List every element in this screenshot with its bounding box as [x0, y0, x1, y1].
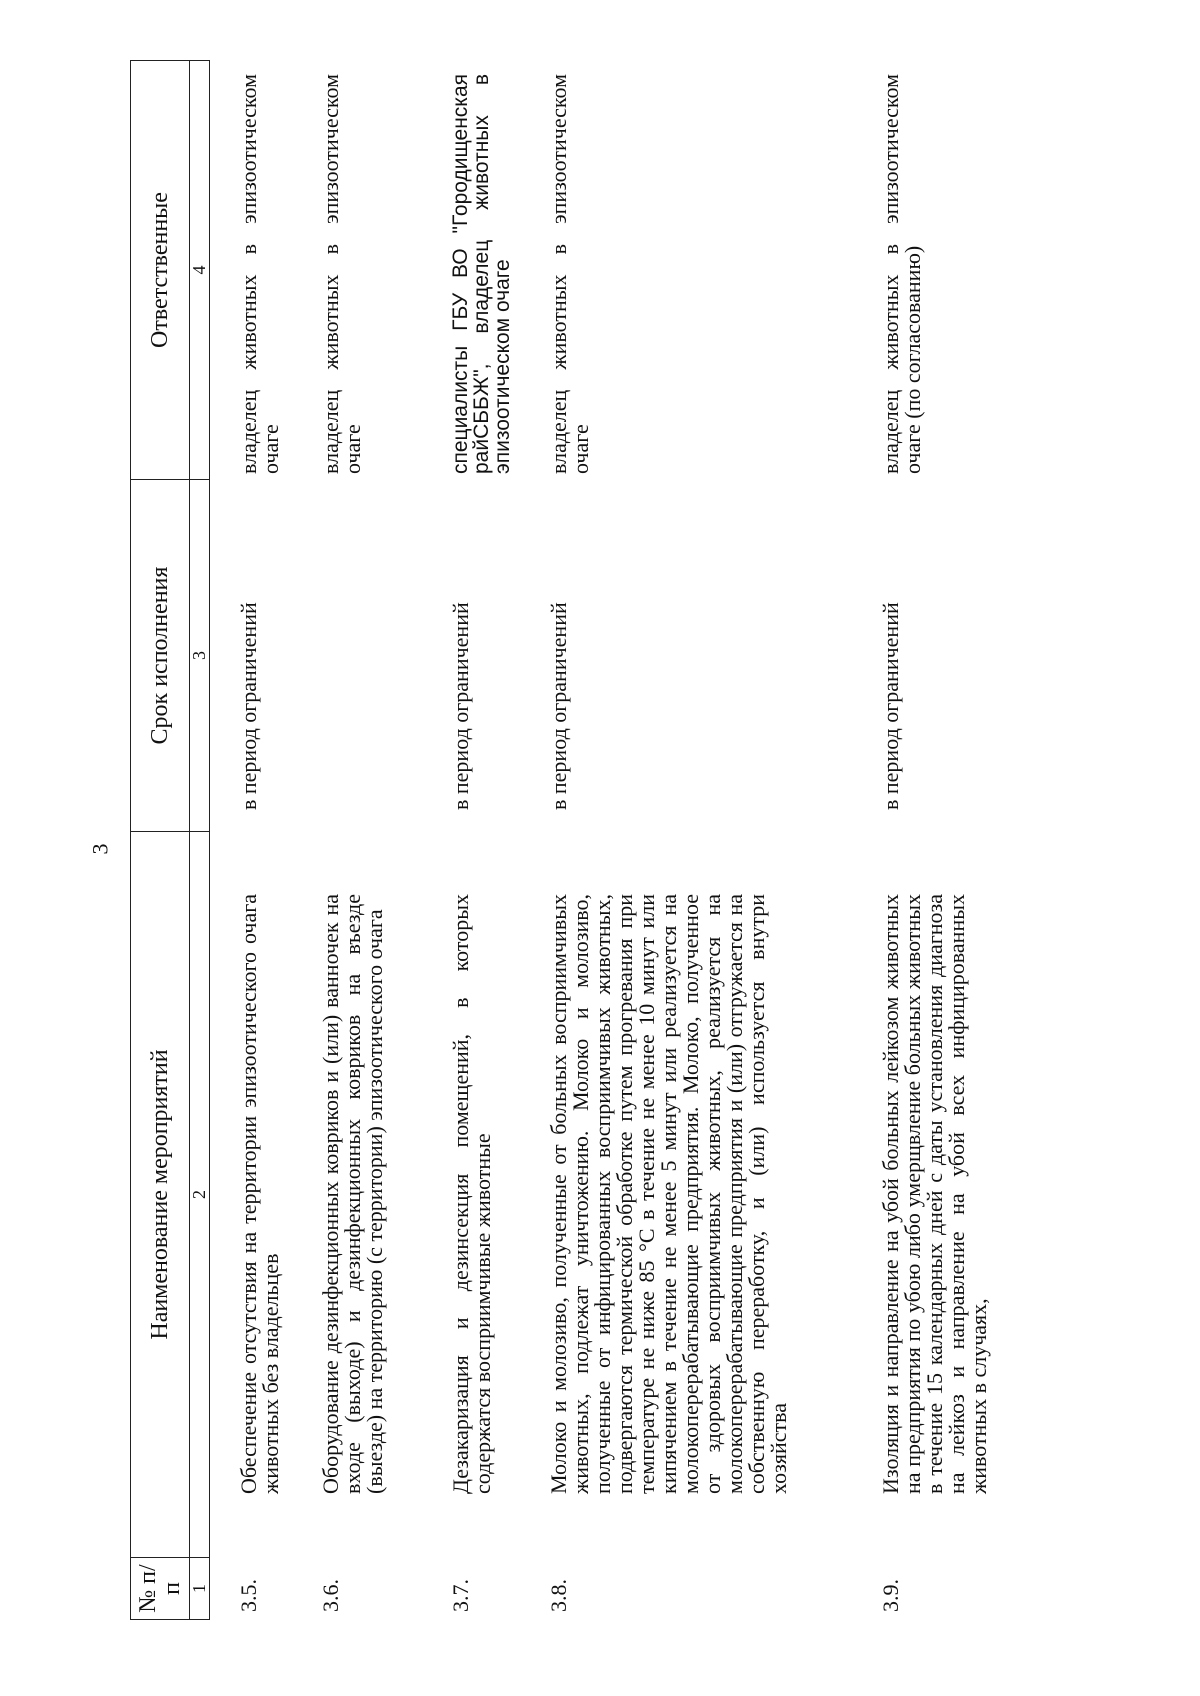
row-responsible: специалисты ГБУ ВО "Городищенская райСББЖ", владелец животных в эпизоотическом очаге: [449, 74, 514, 474]
row-responsible: владелец животных в эпизоотическом очаге: [236, 74, 283, 474]
row-number: 3.9.: [878, 1579, 903, 1612]
row-term: в период ограничений: [546, 602, 571, 810]
measures-table: [120, 60, 1120, 1620]
row-responsible: владелец животных в эпизоотическом очаге: [318, 74, 365, 474]
table-header: [130, 60, 210, 1620]
row-measure: Изоляция и направление на убой больных лейкозом животных на предприятия по убою либо умерщвление больных животных в течение 15 календарных дней с даты установления диагноза на лейкоз и направление на убой всех инфицированных животных в случаях,: [878, 894, 991, 1494]
row-term: в период ограничений: [448, 602, 473, 810]
row-measure: Обеспечение отсутствия на территории эпизоотического очага животных без владельцев: [236, 894, 283, 1494]
row-term: в период ограничений: [236, 602, 261, 810]
header-col-num-1: 1: [189, 1557, 209, 1619]
header-number: № п/п: [131, 1557, 189, 1619]
header-name: Наименование мероприятий: [131, 831, 189, 1557]
row-number: 3.5.: [236, 1579, 261, 1612]
row-measure: Дезакаризация и дезинсекция помещений, в которых содержатся восприимчивые животные: [448, 894, 495, 1494]
row-number: 3.6.: [318, 1579, 343, 1612]
page-number: 3: [87, 843, 113, 855]
header-responsible: Ответственные: [147, 192, 173, 348]
row-number: 3.7.: [448, 1579, 473, 1612]
header-col-num-4: 4: [189, 61, 209, 479]
header-col-num-3: 3: [189, 479, 209, 831]
row-responsible: владелец животных в эпизоотическом очаге (по согласованию): [878, 74, 925, 474]
row-number: 3.8.: [546, 1579, 571, 1612]
header-col-num-2: 2: [189, 831, 209, 1557]
row-measure: Молоко и молозиво, полученные от больных восприимчивых животных, подлежат уничтожению. Молоко и молозиво, полученные от инфицированных восприимчивых животных, подвергаются термической обработке путем прогревания при температуре не ниже 85 °С в течение не менее 10 минут или кипячением в течение не менее 5 минут или реализуется на молокоперерабатывающие предприятия. Молоко, полученное от здоровых восприимчивых животных, реализуется на молокоперерабатывающие предприятия и (или) отгружается на собственную переработку, и (или) используется внутри хозяйства: [546, 894, 791, 1494]
row-measure: Оборудование дезинфекционных ковриков и (или) ванночек на входе (выходе) и дезинфекционных ковриков на въезде (выезде) на территорию (с территории) эпизоотического очага: [318, 894, 387, 1494]
header-term: Срок исполнения: [131, 479, 189, 831]
row-term: в период ограничений: [878, 602, 903, 810]
row-responsible: владелец животных в эпизоотическом очаге: [546, 74, 593, 474]
